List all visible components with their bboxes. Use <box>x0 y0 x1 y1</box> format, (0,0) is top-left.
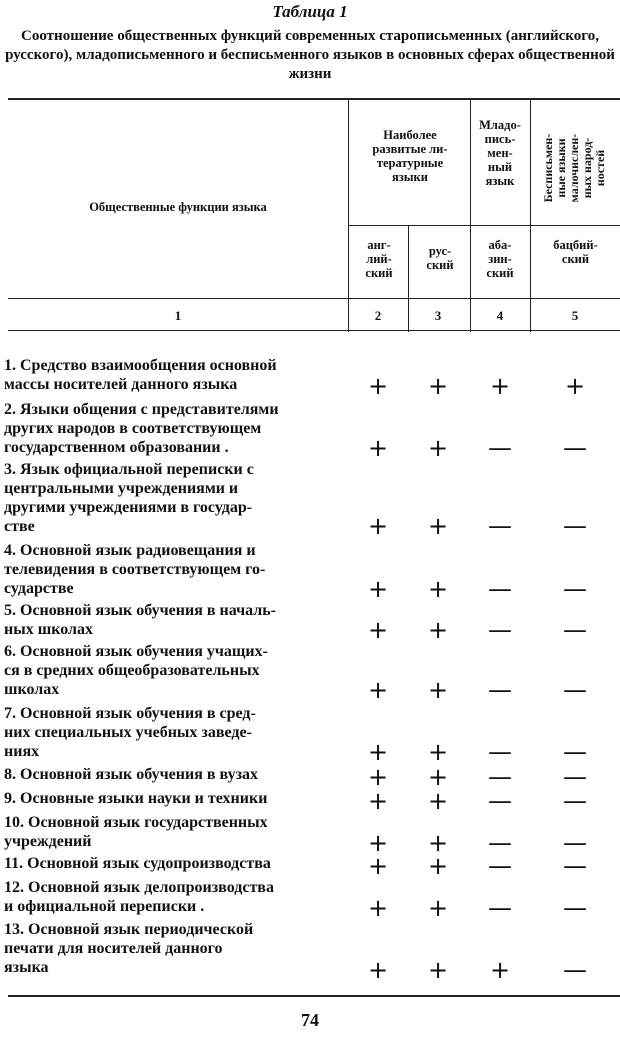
row-function-text: 7. Основной язык обучения в сред- них специальных учебных заведе- ниях <box>4 705 256 760</box>
mark-english: + <box>367 852 389 880</box>
page-number: 74 <box>301 1010 319 1030</box>
mark-batsbi: — <box>563 616 587 644</box>
header-abaza: аба- зин- ский <box>486 238 514 280</box>
mark-batsbi: + <box>564 372 586 400</box>
column-number: 2 <box>374 308 382 323</box>
mark-batsbi: — <box>563 512 587 540</box>
header-english: анг- лий- ский <box>365 238 393 280</box>
header-young-language: Младо- пись- мен- ный язык <box>479 118 521 188</box>
mark-abaza: — <box>488 894 512 922</box>
numbers-bottom-rule <box>8 330 620 331</box>
mark-abaza: — <box>488 512 512 540</box>
mark-russian: + <box>427 738 449 766</box>
mark-batsbi: — <box>563 738 587 766</box>
top-rule <box>8 98 620 100</box>
mark-russian: + <box>427 894 449 922</box>
mark-russian: + <box>427 787 449 815</box>
header-vline-2 <box>408 226 409 332</box>
mark-russian: + <box>427 575 449 603</box>
mark-english: + <box>367 616 389 644</box>
mark-english: + <box>367 575 389 603</box>
mark-russian: + <box>427 829 449 857</box>
mark-english: + <box>367 434 389 462</box>
mark-abaza: — <box>488 616 512 644</box>
mark-english: + <box>367 676 389 704</box>
mark-english: + <box>367 512 389 540</box>
mark-abaza: + <box>489 956 511 984</box>
row-function-text: 10. Основной язык государственных учреждений <box>4 814 268 850</box>
mark-english: + <box>367 829 389 857</box>
mark-russian: + <box>427 763 449 791</box>
mark-abaza: — <box>488 787 512 815</box>
mark-russian: + <box>427 616 449 644</box>
column-number: 4 <box>496 308 504 323</box>
column-number: 5 <box>571 308 579 323</box>
row-function-text: 4. Основной язык радиовещания и телевидения в соответствующем го- сударстве <box>4 542 266 597</box>
mark-abaza: — <box>488 829 512 857</box>
mark-abaza: + <box>489 372 511 400</box>
row-function-text: 11. Основной язык судопроизводства <box>4 855 271 872</box>
header-unwritten-languages: Бесписьмен- ные языки малочислен- ных народ- ностей <box>541 133 607 203</box>
mark-english: + <box>367 956 389 984</box>
header-vline-1 <box>348 100 349 332</box>
header-functions: Общественные функции языка <box>89 200 267 214</box>
table-heading: Соотношение общественных функций современных старописьменных (английского, русского), младописьменного и бесписьменного языков в основных сферах общественной жизни <box>5 28 615 82</box>
row-function-text: 1. Средство взаимообщения основной массы носителей данного языка <box>4 357 277 393</box>
header-developed-languages: Наиболее развитые ли- тературные языки <box>372 128 448 184</box>
header-divider-rule <box>8 298 620 299</box>
mark-abaza: — <box>488 676 512 704</box>
mark-english: + <box>367 763 389 791</box>
mark-abaza: — <box>488 575 512 603</box>
mark-russian: + <box>427 512 449 540</box>
mark-english: + <box>367 738 389 766</box>
mark-batsbi: — <box>563 852 587 880</box>
mark-batsbi: — <box>563 763 587 791</box>
column-number: 1 <box>174 308 182 323</box>
row-function-text: 6. Основной язык обучения учащих- ся в средних общеобразовательных школах <box>4 643 268 698</box>
table-caption: Таблица 1 <box>272 2 348 21</box>
mark-batsbi: — <box>563 676 587 704</box>
column-number: 3 <box>434 308 442 323</box>
mark-russian: + <box>427 852 449 880</box>
row-function-text: 13. Основной язык периодической печати для носителей данного языка <box>4 921 254 976</box>
header-vline-4 <box>530 100 531 332</box>
mark-batsbi: — <box>563 956 587 984</box>
mark-russian: + <box>427 372 449 400</box>
mark-english: + <box>367 372 389 400</box>
mark-batsbi: — <box>563 787 587 815</box>
mark-abaza: — <box>488 738 512 766</box>
bottom-rule <box>8 995 620 997</box>
mark-batsbi: — <box>563 829 587 857</box>
row-function-text: 3. Язык официальной переписки с центральными учреждениями и другими учреждениями в государ- стве <box>4 461 254 535</box>
mark-batsbi: — <box>563 575 587 603</box>
mark-russian: + <box>427 434 449 462</box>
row-function-text: 5. Основной язык обучения в началь- ных школах <box>4 602 276 638</box>
mark-russian: + <box>427 676 449 704</box>
mark-abaza: — <box>488 852 512 880</box>
row-function-text: 9. Основные языки науки и техники <box>4 790 268 807</box>
header-russian: рус- ский <box>426 244 454 272</box>
row-function-text: 12. Основной язык делопроизводства и официальной переписки . <box>4 879 274 915</box>
mark-english: + <box>367 787 389 815</box>
mark-abaza: — <box>488 434 512 462</box>
header-batsbi: бацбий- ский <box>553 238 598 266</box>
mark-batsbi: — <box>563 894 587 922</box>
row-function-text: 8. Основной язык обучения в вузах <box>4 766 259 783</box>
mark-batsbi: — <box>563 434 587 462</box>
mark-russian: + <box>427 956 449 984</box>
mark-english: + <box>367 894 389 922</box>
row-function-text: 2. Языки общения с представителями других народов в соответствующем государственном образовании . <box>4 401 279 456</box>
mark-abaza: — <box>488 763 512 791</box>
